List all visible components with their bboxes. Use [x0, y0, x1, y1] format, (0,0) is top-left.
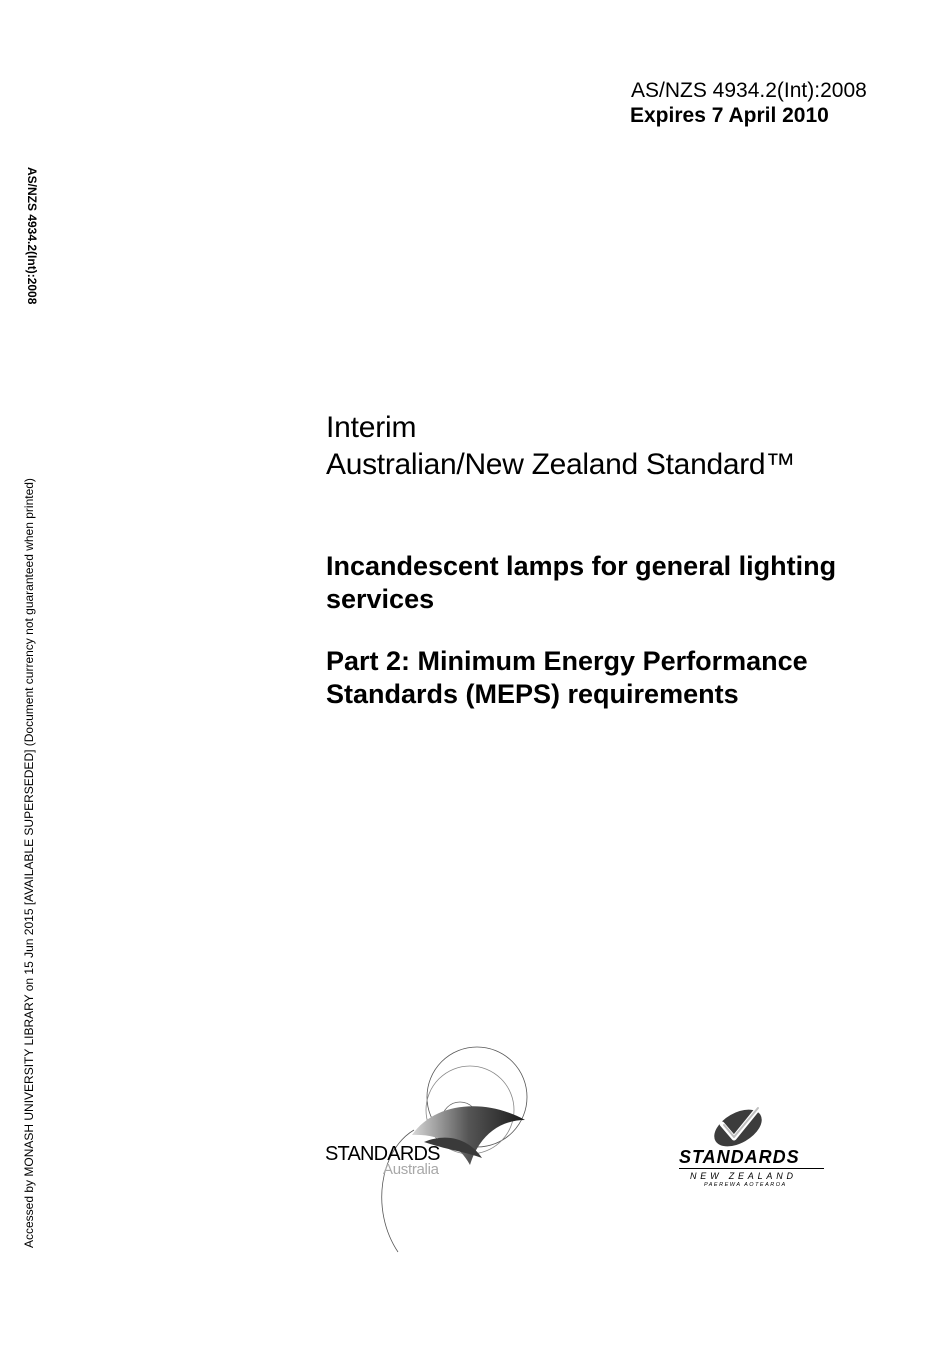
- standards-new-zealand-logo: [676, 1100, 836, 1195]
- access-notice: Accessed by MONASH UNIVERSITY LIBRARY on 15 Jun 2015 [AVAILABLE SUPERSEDED] (Document currency not guaranteed when printed): [22, 478, 36, 1248]
- spine-document-id: AS/NZS 4934.2(Int):2008: [25, 167, 39, 305]
- standards-australia-subtitle: Australia: [383, 1161, 439, 1178]
- standards-nz-maori-subtitle: PAEREWA AOTEAROA: [704, 1182, 787, 1188]
- standards-australia-logo: [320, 1040, 560, 1260]
- standards-australia-wordmark: STANDARDS: [325, 1143, 440, 1165]
- standards-nz-emblem-icon: [676, 1100, 836, 1150]
- standards-nz-subtitle: NEW ZEALAND: [690, 1171, 797, 1181]
- standards-nz-wordmark: STANDARDS: [679, 1147, 800, 1167]
- standard-type: Australian/New Zealand Standard™: [326, 448, 795, 481]
- standard-status: Interim: [326, 411, 417, 444]
- document-title: Incandescent lamps for general lighting services: [326, 551, 837, 614]
- expiry-date: Expires 7 April 2010: [630, 104, 829, 127]
- logo-divider: [679, 1168, 824, 1169]
- document-id: AS/NZS 4934.2(Int):2008: [631, 79, 867, 102]
- document-part-title: Part 2: Minimum Energy Performance Standards (MEPS) requirements: [326, 646, 808, 709]
